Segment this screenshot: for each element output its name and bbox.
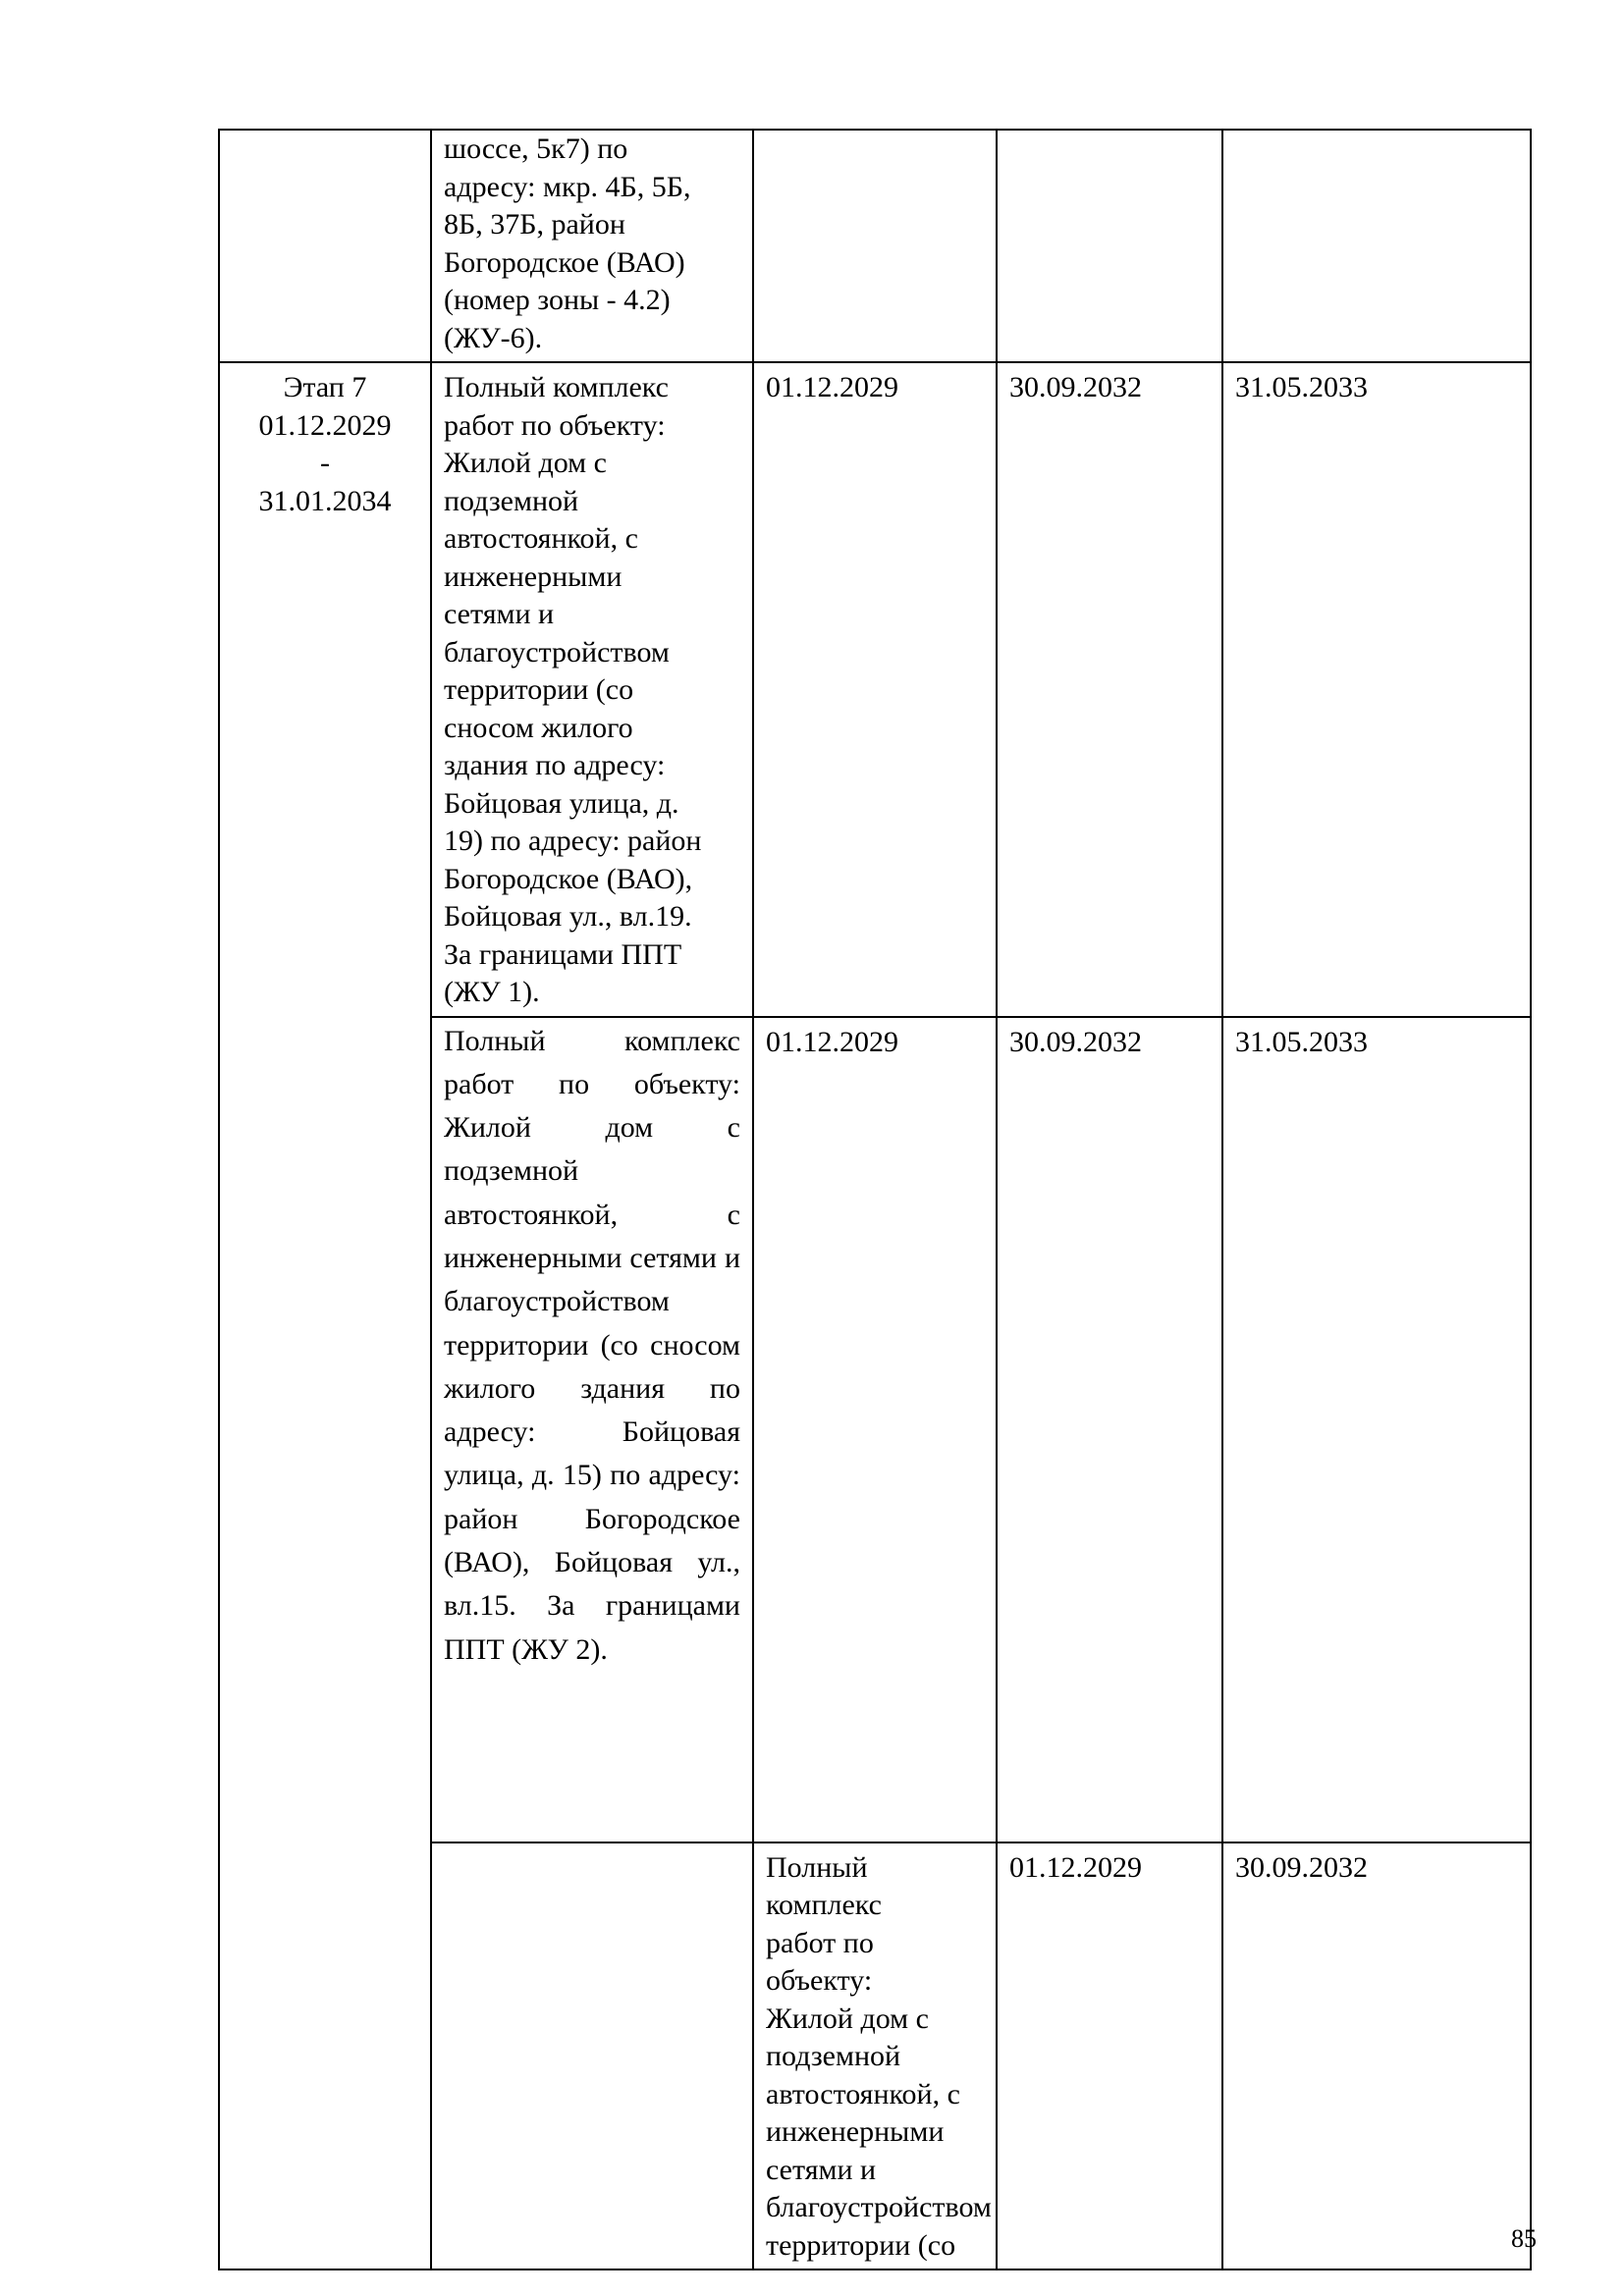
work-description-cell: Полный комплекс работ по объекту: Жилой дом с подземной автостоянкой, с инженерными сетями и благоустройством территории (со сносом жилого здания по адресу: Бойцовая улица, д. 19) по адресу: район Богородское (ВАО), Бойцовая ул., вл.19. За границами ППТ (ЖУ 1). xyxy=(431,362,753,1017)
work-description-cell: Полный комплекс работ по объекту: Жилой дом с подземной автостоянкой, с инженерными сетями и благоустройством территории (со сносом жилого здания по адресу: Бойцовая улица, д. 15) по адресу: район Богородское (ВАО), Бойцовая ул., вл.15. За границами ППТ (ЖУ 2). xyxy=(431,1017,753,1842)
stage-cell: Этап 7 01.12.2029 - 31.01.2034 xyxy=(219,362,431,2269)
stage-cell xyxy=(219,130,431,362)
start-date-cell: 01.12.2029 xyxy=(753,362,997,1017)
table-row xyxy=(219,130,1531,362)
end-date-cell: 30.09.2032 xyxy=(997,1017,1222,1842)
start-date-cell: 01.12.2029 xyxy=(997,1842,1222,2270)
end-date-cell xyxy=(997,130,1222,362)
schedule-table xyxy=(218,129,1532,2270)
table-row xyxy=(219,362,1531,1017)
page-number: 85 xyxy=(1511,2224,1537,2253)
end-date-cell: 30.09.2032 xyxy=(1222,1842,1531,2270)
work-description-cell: шоссе, 5к7) по адресу: мкр. 4Б, 5Б, 8Б, 37Б, район Богородское (ВАО) (номер зоны - 4.2) (ЖУ-6). xyxy=(431,130,753,362)
stage-cell xyxy=(431,1842,753,2270)
work-description-cell: Полный комплекс работ по объекту: Жилой дом с подземной автостоянкой, с инженерными сетями и благоустройством территории (со xyxy=(753,1842,997,2270)
end-date-cell: 30.09.2032 xyxy=(997,362,1222,1017)
start-date-cell xyxy=(753,130,997,362)
commission-date-cell: 31.05.2033 xyxy=(1222,362,1531,1017)
commission-date-cell xyxy=(1222,130,1531,362)
start-date-cell: 01.12.2029 xyxy=(753,1017,997,1842)
commission-date-cell: 31.05.2033 xyxy=(1222,1017,1531,1842)
